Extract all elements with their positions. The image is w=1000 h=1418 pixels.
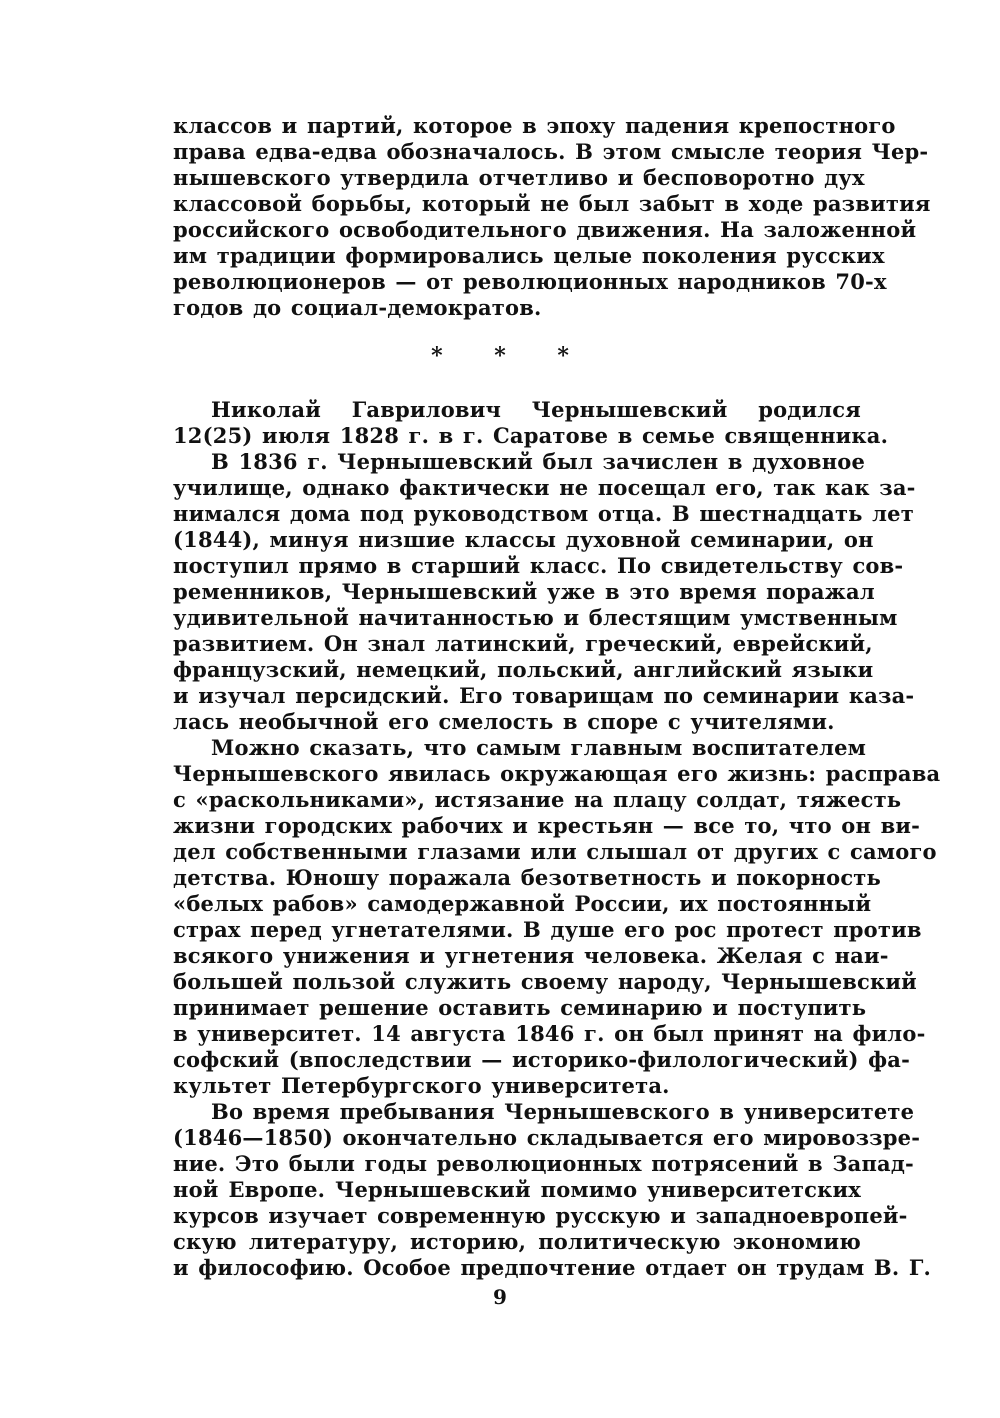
text-line: Во время пребывания Чернышевского в университете [211, 1099, 915, 1124]
page-number: 9 [493, 1285, 507, 1309]
text-line: «белых рабов» самодержавной России, их постоянный [173, 891, 872, 916]
text-line: скую литературу, историю, политическую экономию [173, 1229, 861, 1254]
text-line: классовой борьбы, который не был забыт в ходе развития [173, 191, 931, 216]
text-line: ние. Это были годы революционных потрясений в Запад- [173, 1151, 914, 1176]
text-line: российского освободительного движения. На заложенной [173, 217, 917, 242]
text-line: классов и партий, которое в эпоху падения крепостного [173, 113, 896, 138]
text-line: удивительной начитанностью и блестящим умственным [173, 605, 898, 630]
text-line: французский, немецкий, польский, английский языки [173, 657, 874, 682]
text-line: Николай Гаврилович Чернышевский родился [211, 397, 861, 422]
text-line: детства. Юношу поражала безответность и покорность [173, 865, 881, 890]
text-line: ной Европе. Чернышевский помимо университетских [173, 1177, 861, 1202]
biography-text [173, 397, 941, 1281]
text-line: ременников, Чернышевский уже в это время поражал [173, 579, 875, 604]
text-line: революционеров — от революционных народников 70-х [173, 269, 887, 294]
text-line: Чернышевского явилась окружающая его жизнь: расправа [173, 761, 941, 786]
text-line: софский (впоследствии — историко-филологический) фа- [173, 1047, 911, 1072]
text-line: поступил прямо в старший класс. По свидетельству сов- [173, 553, 904, 578]
text-line: развитием. Он знал латинский, греческий, еврейский, [173, 631, 873, 656]
text-line: 12(25) июля 1828 г. в г. Саратове в семье священника. [173, 423, 889, 448]
text-line: Можно сказать, что самым главным воспитателем [211, 735, 867, 760]
text-line: большей пользой служить своему народу, Чернышевский [173, 969, 917, 994]
text-line: курсов изучает современную русскую и западноевропей- [173, 1203, 908, 1228]
text-line: (1846—1850) окончательно складывается его мировоззре- [173, 1125, 921, 1150]
text-line: права едва-едва обозначалось. В этом смысле теория Чер- [173, 139, 929, 164]
text-line: с «раскольниками», истязание на плацу солдат, тяжесть [173, 787, 902, 812]
text-line: жизни городских рабочих и крестьян — все то, что он ви- [173, 813, 921, 838]
text-line: им традиции формировались целые поколения русских [173, 243, 885, 268]
text-line: (1844), минуя низшие классы духовной семинарии, он [173, 527, 874, 552]
text-line: и философию. Особое предпочтение отдает он трудам В. Г. [173, 1255, 932, 1280]
text-line: годов до социал-демократов. [173, 295, 542, 320]
section-divider: * * * [431, 343, 591, 369]
text-line: в университет. 14 августа 1846 г. он был принят на фило- [173, 1021, 926, 1046]
text-line: нимался дома под руководством отца. В шестнадцать лет [173, 501, 914, 526]
text-line: лась необычной его смелость в споре с учителями. [173, 709, 835, 734]
text-line: страх перед угнетателями. В душе его рос протест против [173, 917, 922, 942]
paragraph-class-struggle [173, 113, 931, 321]
text-line: культет Петербургского университета. [173, 1073, 670, 1098]
text-line: В 1836 г. Чернышевский был зачислен в духовное [211, 449, 866, 474]
text-line: всякого унижения и угнетения человека. Желая с наи- [173, 943, 889, 968]
text-line: дел собственными глазами или слышал от других с самого [173, 839, 937, 864]
text-line: училище, однако фактически не посещал его, так как за- [173, 475, 916, 500]
text-line: нышевского утвердила отчетливо и бесповоротно дух [173, 165, 865, 190]
text-line: и изучал персидский. Его товарищам по семинарии каза- [173, 683, 915, 708]
text-line: принимает решение оставить семинарию и поступить [173, 995, 867, 1020]
